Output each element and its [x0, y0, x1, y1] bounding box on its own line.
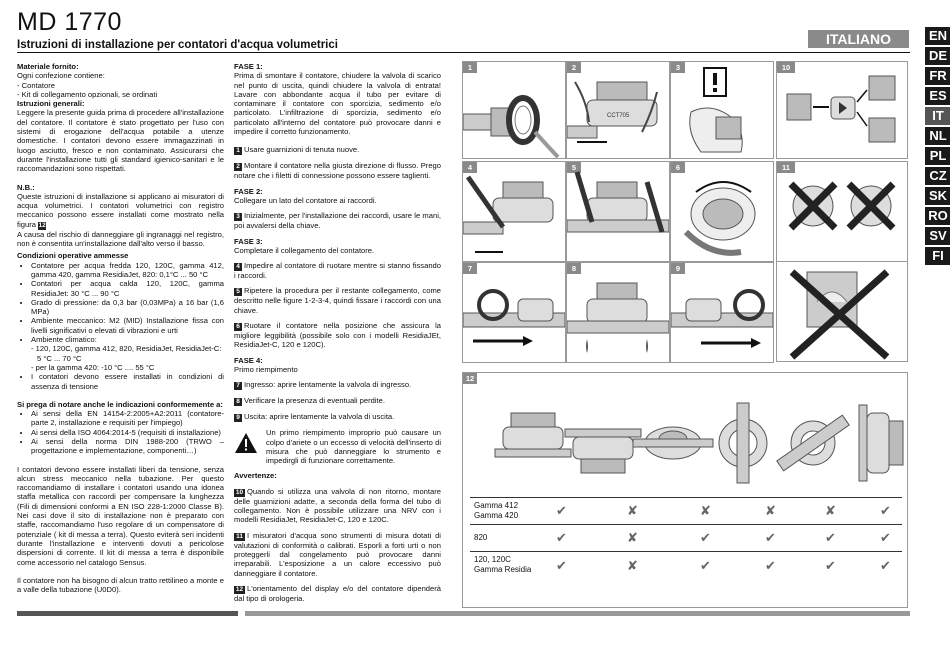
no-impact-no-freeze-illustration-icon [777, 162, 907, 261]
row-label: 120, 120C [474, 555, 511, 564]
nb-heading: N.B.: [17, 182, 35, 192]
list-item: • Contatore per acqua fredda 120, 120C, gamma 412, gamma 420, gamma ResidiaJet, 820: 0,1°C ... 50 °C [31, 261, 224, 280]
check-icon: ✔ [700, 530, 711, 545]
lang-tab-en[interactable]: EN [925, 27, 950, 45]
table-row [470, 524, 902, 552]
table-row [470, 551, 902, 581]
figure-9 [670, 262, 774, 363]
column-middle [234, 62, 441, 603]
inlet-valve-illustration-icon [463, 263, 565, 362]
step-10 [234, 487, 441, 525]
step-number: 7 [234, 382, 242, 390]
check-icon: ✔ [556, 558, 567, 573]
lang-tab-pl[interactable]: PL [925, 147, 950, 165]
check-icon: ✔ [880, 558, 891, 573]
step-7 [234, 380, 441, 390]
fase4-heading: FASE 4: [234, 355, 263, 365]
check-icon: ✔ [556, 503, 567, 518]
figure-label: 9 [671, 263, 685, 274]
check-icon: ✔ [700, 558, 711, 573]
row-label: 820 [474, 533, 488, 542]
check-icon: ✔ [880, 503, 891, 518]
materiale-line: Ogni confezione contiene: [17, 71, 105, 81]
list-item: • Grado di pressione: da 0,3 bar (0,03MPa) a 16 bar (1,6 MPa) [31, 298, 224, 317]
figure-2 [566, 61, 670, 159]
step-5 [234, 286, 441, 315]
figure-label: 5 [567, 162, 581, 173]
step-number: 2 [234, 163, 242, 171]
step-number: 11 [234, 533, 245, 541]
lang-tab-it[interactable]: IT [925, 107, 950, 125]
column-left [17, 62, 224, 594]
lang-tab-fi[interactable]: FI [925, 247, 950, 265]
figure-label: 3 [671, 62, 685, 73]
step-number: 10 [235, 488, 244, 496]
step-number: 5 [234, 288, 242, 296]
nb-text-a: Queste istruzioni di installazione si applicano ai misuratori di acqua volumetrici. I contatori volumetrici con registro meccanico possono essere installati come mostrato nella figura [17, 191, 224, 229]
figure-8 [566, 262, 670, 363]
step-number: 1 [234, 147, 242, 155]
figure-4 [462, 161, 566, 262]
step-text: I misuratori d'acqua sono strumenti di misura dotati di valutazioni di conformità o calibrati. Esporli a forti urti o non proteggerli dal congelamento può provocare danni irreparabili. L'esposizione a un calore eccessivo può danneggiare il contatore. [234, 530, 441, 578]
step-text: Ruotare il contatore nella posizione che assicura la migliore leggibilità (possibile solo con i modelli ResidiaJEt, ResidiaJet-C, 120 e 120C). [234, 321, 441, 350]
avvertenze-heading: Avvertenze: [234, 471, 277, 481]
list-item: • Ai sensi della ISO 4064:2014-5 (requisiti di installazione) [31, 428, 224, 437]
norme-heading: Si prega di notare anche le indicazioni conformemente a: [17, 399, 223, 409]
step-number: 9 [234, 414, 242, 422]
figure-10 [776, 61, 908, 159]
step-number: 6 [234, 323, 242, 331]
outlet-valve-illustration-icon [671, 263, 773, 362]
step-4 [234, 261, 441, 280]
cross-icon: ✘ [627, 558, 638, 573]
fase3-heading: FASE 3: [234, 236, 263, 246]
header-rule [17, 52, 910, 53]
figure-1 [462, 61, 566, 159]
cross-icon: ✘ [627, 530, 638, 545]
step-text: Ingresso: aprire lentamente la valvola di ingresso. [244, 380, 412, 390]
climate-line: - 120, 120C, gamma 412, 820, ResidiaJet, ResidiaJet-C: [31, 344, 222, 354]
fase1-heading: FASE 1: [234, 62, 263, 71]
figure-label: 2 [567, 62, 581, 73]
step-8 [234, 396, 441, 406]
lang-tab-sv[interactable]: SV [925, 227, 950, 245]
fase2-text: Collegare un lato del contatore ai raccordi. [234, 195, 377, 205]
page-subtitle: Istruzioni di installazione per contatori d'acqua volumetrici [17, 39, 338, 51]
step-1 [234, 145, 441, 155]
step-3 [234, 211, 441, 230]
lang-tab-ro[interactable]: RO [925, 207, 950, 225]
istruzioni-text: Leggere la presente guida prima di procedere all'installazione del contatore. Il contatore è stato progettato per l'uso con sistemi di erogazione dell'acqua potabile a utenze domestiche. I contatori devono essere immagazzinati in luogo asciutto, fresco e non contaminato. Assicurarsi che durante l'installazione tutti gli standard igienico-sanitari e le raccomandazioni sono rispettati. [17, 108, 224, 174]
climate-line: 5 °C ... 70 °C [37, 353, 82, 363]
footer-bar [245, 611, 910, 616]
step-number: 4 [234, 263, 242, 271]
check-icon: ✔ [880, 530, 891, 545]
lang-tab-de[interactable]: DE [925, 47, 950, 65]
fase1-text: Prima di smontare il contatore, chiudere la valvola di scarico nel punto di uscita, quindi chiudere la valvola di entrata! Lavare con abbondante acqua il tubo per evitare di contaminare il contatore con sporcizia, sedimento e/o particolato. L'infiltrazione di sporcizia, sedimento e/o particolato all'interno del contatore può provocare danni e impedire il corretto funzionamento. [234, 71, 441, 137]
gasket-illustration-icon [463, 62, 565, 158]
materiale-line: - Kit di collegamento opzionali, se ordinati [17, 89, 158, 99]
list-item: • Ambiente meccanico: M2 (MID) Installazione fissa con livelli significativi o elevati di vibrazioni e urti [31, 316, 224, 335]
figure-7 [462, 262, 566, 363]
warning-text: Un primo riempimento improprio può causare un colpo d'ariete o un eccesso di velocità dell'inserto di misura che può danneggiare lo strumento e impedirgli di funzionare correttamente. [266, 428, 441, 466]
fase2-heading: FASE 2: [234, 186, 263, 196]
norme-list [17, 409, 224, 455]
fase3-text: Completare il collegamento del contatore. [234, 245, 375, 255]
check-icon: ✔ [765, 530, 776, 545]
condizioni-heading: Condizioni operative ammesse [17, 251, 129, 261]
check-icon: ✔ [825, 530, 836, 545]
lang-tab-es[interactable]: ES [925, 87, 950, 105]
lang-tab-nl[interactable]: NL [925, 127, 950, 145]
step-number: 8 [234, 398, 242, 406]
step-text: Verificare la presenza di eventuali perdite. [244, 396, 385, 406]
condizioni-list-last [17, 372, 224, 391]
fase4-text: Primo riempimento [234, 364, 298, 374]
figure-6 [670, 161, 774, 262]
non-return-valve-illustration-icon [777, 62, 907, 158]
istruzioni-heading: Istruzioni generali: [17, 99, 85, 109]
condizioni-list [17, 261, 224, 345]
warning-block [234, 428, 441, 465]
materiale-heading: Materiale fornito: [17, 62, 79, 71]
cross-icon: ✘ [765, 503, 776, 518]
figure-label: 1 [463, 62, 477, 73]
meter-orientations-illustration-icon [463, 373, 907, 493]
leak-check-illustration-icon [567, 263, 669, 362]
figure-5 [566, 161, 670, 262]
step-text: Quando si utilizza una valvola di non ritorno, montare delle guarnizioni adatte, a seconda della forma del tubo di collegamento. Non è possibile utilizzare una NRV con i modelli ResidiaJet, ResidiaJet-C, 120 e 120C. [234, 486, 441, 525]
figure-label: 6 [671, 162, 685, 173]
sharp-thread-warning-illustration-icon [671, 62, 773, 158]
step-number: 12 [235, 585, 244, 593]
double-wrench-illustration-icon [567, 162, 669, 261]
lang-tab-sk[interactable]: SK [925, 187, 950, 205]
step-text: Montare il contatore nella giusta direzione di flusso. Prego notare che i filetti di connessione possono essere taglienti. [234, 161, 441, 181]
language-badge: ITALIANO [808, 30, 909, 48]
row-label: Gamma 412 [474, 501, 519, 510]
materiale-line: - Contatore [17, 80, 55, 90]
check-icon: ✔ [556, 530, 567, 545]
rotate-meter-illustration-icon [671, 162, 773, 261]
step-2 [234, 161, 441, 180]
step-text: Uscita: aprire lentamente la valvola di uscita. [244, 412, 395, 422]
list-item: • I contatori devono essere installati in condizioni di assenza di tensione [31, 372, 224, 391]
lang-tab-cz[interactable]: CZ [925, 167, 950, 185]
cross-icon: ✘ [700, 503, 711, 518]
figure-label: 8 [567, 263, 581, 274]
table-row [470, 497, 902, 525]
nb-text [17, 192, 224, 230]
step-6 [234, 321, 441, 350]
wrench-illustration-icon [463, 162, 565, 261]
figure-label: 11 [777, 162, 795, 173]
list-item: • Ai sensi della EN 14154-2:2005+A2:2011 (contatore-parte 2, installazione e requisiti per l'impiego) [31, 409, 224, 428]
step-text: L'orientamento del display e/o del contatore dipenderà dal tipo di orologeria. [234, 583, 441, 603]
list-item: • Ai sensi della norma DIN 1988-200 (TRWO – progettazione e implementazione, componenti…) [31, 437, 224, 456]
figure-label: 12 [463, 373, 477, 384]
list-item: • Contatori per acqua calda 120, 120C, gamma ResidiaJet: 30 °C ... 90 °C [31, 279, 224, 298]
footer-bar [17, 611, 238, 616]
figure-11-continued [776, 262, 908, 362]
warning-icon [234, 432, 258, 454]
list-item: • Ambiente climatico: [31, 335, 224, 344]
paragraph: Il contatore non ha bisogno di alcun tratto rettilineo a monte e a valle della tubazione (U0D0). [17, 575, 224, 595]
step-9 [234, 412, 441, 422]
lang-tab-fr[interactable]: FR [925, 67, 950, 85]
figure-label: 4 [463, 162, 477, 173]
step-11 [234, 531, 441, 578]
check-icon: ✔ [765, 558, 776, 573]
meter-label: CCT705 [607, 113, 630, 119]
nb-text-b: A causa del rischio di danneggiare gli ingranaggi nel registro, non è consentita un'installazione dall'alto verso il basso. [17, 229, 224, 249]
figure-ref-12: 12 [38, 221, 46, 229]
paragraph: I contatori devono essere installati liberi da tensione, senza alcun stress meccanico nella tubazione. Per questo raccomandiamo di installare i contatori usando una idonea staffa metallica con raccordi per compensare la lunghezza (Fili di dimensioni conformi a EN ISO 228-1:2000 Classe B). Nei casi dove il sito di installazione non è preparato con staffe, raccomandiamo l'uso regolare di un compensatore di potenziale ( kit di messa a terra). Questo eviterà seri incidenti durante l'installazione e interventi dovuti a pericolose dispersioni di corrente. Il kit di messa a terra è disponibile come accessorio nel catalogo Sensus. [17, 464, 224, 567]
climate-line: - per la gamma 420: -10 °C .... 55 °C [31, 362, 155, 372]
page-title: MD 1770 [17, 8, 122, 36]
figure-3 [670, 61, 774, 159]
figure-label: 10 [777, 62, 795, 73]
step-text: Inizialmente, per l'installazione dei raccordi, usare le mani, poi avvalersi della chiave. [234, 211, 441, 231]
row-label: Gamma Residia [474, 565, 532, 574]
row-label: Gamma 420 [474, 511, 519, 520]
figure-label: 7 [463, 263, 477, 274]
step-text: Ripetere la procedura per il restante collegamento, come descritto nelle figure 1-2-3-4, quindi fissare i raccordi con una chiave. [234, 286, 441, 315]
no-heat-illustration-icon [777, 262, 907, 361]
step-number: 3 [234, 213, 242, 221]
step-12 [234, 584, 441, 603]
cross-icon: ✘ [627, 503, 638, 518]
meter-mounting-illustration-icon [567, 62, 669, 158]
step-text: Usare guarnizioni di tenuta nuove. [244, 145, 360, 155]
figure-11 [776, 161, 908, 262]
cross-icon: ✘ [825, 503, 836, 518]
check-icon: ✔ [825, 558, 836, 573]
step-text: Impedire al contatore di ruotare mentre si stanno fissando i raccordi. [234, 261, 441, 281]
